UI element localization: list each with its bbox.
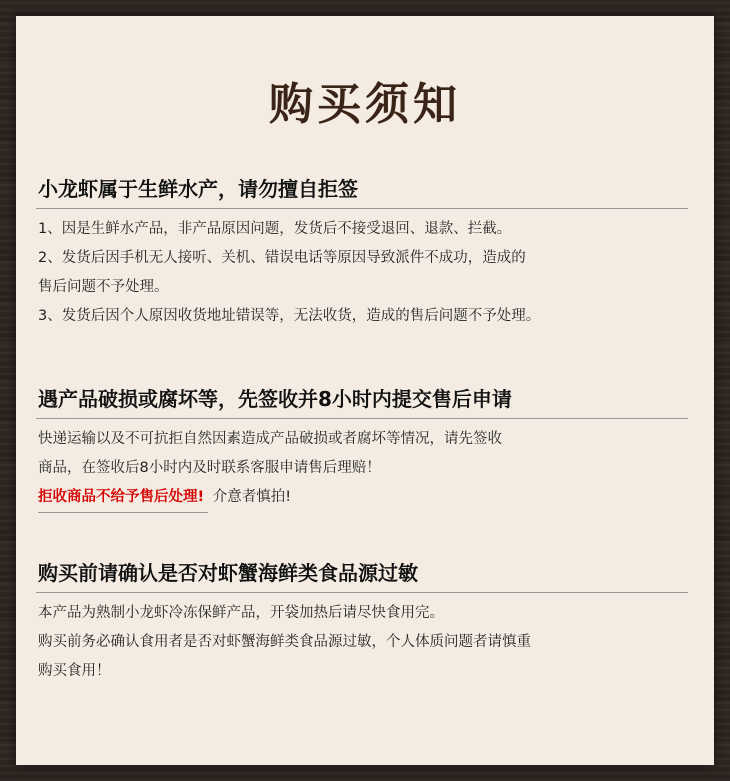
text-line: 购买前务必确认食用者是否对虾蟹海鲜类食品源过敏，个人体质问题者请慎重: [38, 634, 531, 650]
text-line: 1、因是生鲜水产品，非产品原因问题，发货后不接受退回、退款、拦截。: [38, 221, 512, 237]
section-rejection: [36, 174, 688, 331]
warning-underline: [38, 483, 208, 513]
text-line: 本产品为熟制小龙虾冷冻保鲜产品，开袋加热后请尽快食用完。: [38, 605, 444, 621]
text-line: 2、发货后因手机无人接听、关机、错误电话等原因导致派件不成功，造成的: [38, 250, 526, 266]
text-line: 3、发货后因个人原因收货地址错误等，无法收货，造成的售后问题不予处理。: [38, 308, 541, 324]
section-heading: 遇产品破损或腐坏等，先签收并8小时内提交售后申请: [38, 387, 512, 411]
section-damage: [36, 384, 688, 513]
section-heading: 购买前请确认是否对虾蟹海鲜类食品源过敏: [38, 561, 418, 585]
divider: [36, 208, 688, 209]
notice-panel: [16, 16, 714, 765]
text-line: 购买食用！: [38, 663, 111, 679]
warning-text: 拒收商品不给予售后处理!: [38, 489, 205, 505]
text-line: 售后问题不予处理。: [38, 279, 169, 295]
page-title: 购买须知: [269, 79, 461, 130]
text-line: 快递运输以及不可抗拒自然因素造成产品破损或者腐坏等情况，请先签收: [38, 431, 502, 447]
divider: [36, 592, 688, 593]
section-allergy: [36, 558, 688, 686]
divider: [36, 418, 688, 419]
text-line: 商品，在签收后8小时内及时联系客服申请售后理赔！: [38, 460, 381, 476]
warning-line: [36, 483, 688, 513]
section-heading: 小龙虾属于生鲜水产，请勿擅自拒签: [38, 177, 358, 201]
warning-suffix: 介意者慎拍!: [212, 489, 292, 505]
